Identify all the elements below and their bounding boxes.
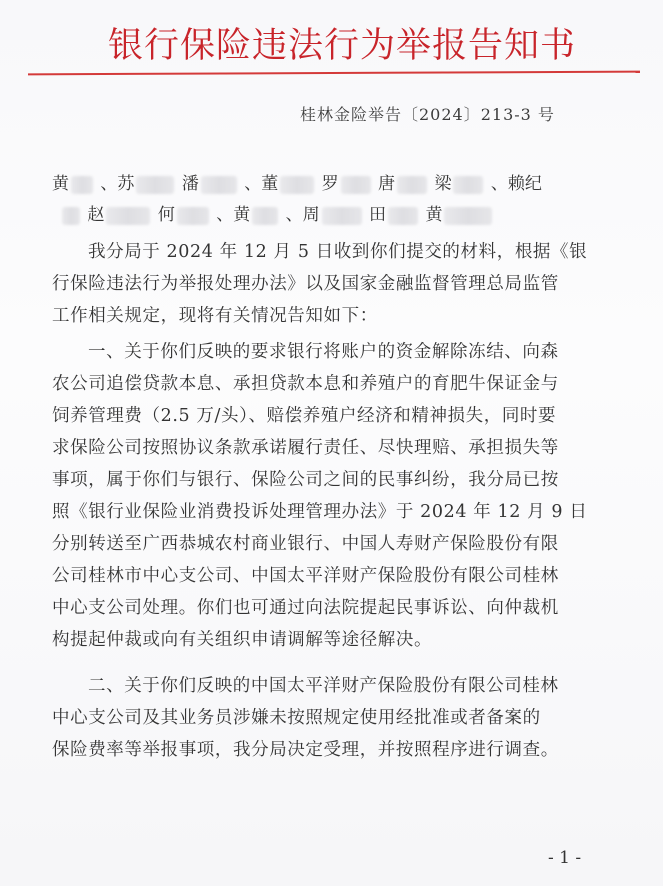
text-line: 求保险公司按照协议条款承诺履行责任、尽快理赔、承担损失等: [52, 438, 559, 458]
redaction-mask: [201, 176, 237, 194]
text-line: 照《银行业保险业消费投诉处理管理办法》于 2024 年 12 月 9 日: [52, 502, 588, 522]
addressee-name: 黄: [52, 174, 69, 194]
text-line: 事项，属于你们与银行、保险公司之间的民事纠纷，我分局已按: [52, 470, 559, 490]
text-line: 中心支公司及其业务员涉嫌未按照规定使用经批准或者备案的: [52, 708, 541, 728]
addressee-line-2: [60, 203, 494, 227]
redaction-mask: [322, 207, 362, 225]
paragraph-item-one: [52, 336, 612, 656]
redaction-mask: [397, 176, 427, 194]
addressee-name: 罗: [321, 174, 339, 194]
paragraph-intro: [52, 236, 612, 332]
redaction-mask: [71, 176, 93, 194]
page-number: - 1 -: [548, 848, 582, 868]
document-number: 桂林金险举告〔2024〕213-3 号: [300, 105, 555, 124]
addressee-name: 何: [157, 205, 175, 225]
paragraph-item-two: [52, 670, 612, 766]
redaction-mask: [341, 176, 371, 194]
redaction-mask: [177, 207, 209, 225]
addressee-name: 、董: [244, 174, 279, 194]
redaction-mask: [106, 207, 150, 225]
redaction-mask: [388, 207, 418, 225]
addressee-name: 唐: [378, 174, 396, 194]
text-line: 我分局于 2024 年 12 月 5 日收到你们提交的材料，根据《银: [88, 242, 588, 262]
redaction-mask: [280, 176, 314, 194]
text-line: 中心支公司处理。你们也可通过向法院提起民事诉讼、向仲裁机: [52, 598, 559, 618]
redaction-mask: [62, 207, 80, 225]
addressee-name: 赵: [87, 205, 105, 225]
text-line: 构提起仲裁或向有关组织申请调解等途径解决。: [52, 630, 433, 650]
text-line: 工作相关规定，现将有关情况告知如下：: [52, 306, 378, 326]
addressee-name: 、黄: [216, 205, 251, 225]
text-line: 农公司追偿贷款本息、承担贷款本息和养殖户的育肥牛保证金与: [52, 374, 559, 394]
addressee-name: 潘: [181, 174, 199, 194]
addressee-line-1: [52, 172, 542, 196]
text-line: 一、关于你们反映的要求银行将账户的资金解除冻结、向森: [88, 342, 559, 362]
addressee-name: 黄: [425, 205, 443, 225]
title-divider: [28, 71, 640, 76]
redaction-mask: [444, 207, 492, 225]
text-line: 保险费率等举报事项，我分局决定受理，并按照程序进行调查。: [52, 740, 559, 760]
addressee-name: 、苏: [100, 174, 135, 194]
addressee-name: 梁: [434, 174, 452, 194]
redaction-mask: [252, 207, 278, 225]
redaction-mask: [136, 176, 174, 194]
addressee-name: 、周: [285, 205, 320, 225]
text-line: 公司桂林市中心支公司、中国太平洋财产保险股份有限公司桂林: [52, 566, 559, 586]
redaction-mask: [453, 176, 483, 194]
text-line: 饲养管理费（2.5 万/头）、赔偿养殖户经济和精神损失，同时要: [52, 406, 557, 426]
addressee-name: 、赖纪: [490, 174, 542, 194]
text-line: 行保险违法行为举报处理办法》以及国家金融监督管理总局监管: [52, 274, 559, 294]
document-title: 银行保险违法行为举报告知书: [108, 26, 577, 66]
addressee-name: 田: [369, 205, 387, 225]
text-line: 分别转送至广西恭城农村商业银行、中国人寿财产保险股份有限: [52, 534, 559, 554]
text-line: 二、关于你们反映的中国太平洋财产保险股份有限公司桂林: [88, 676, 559, 696]
